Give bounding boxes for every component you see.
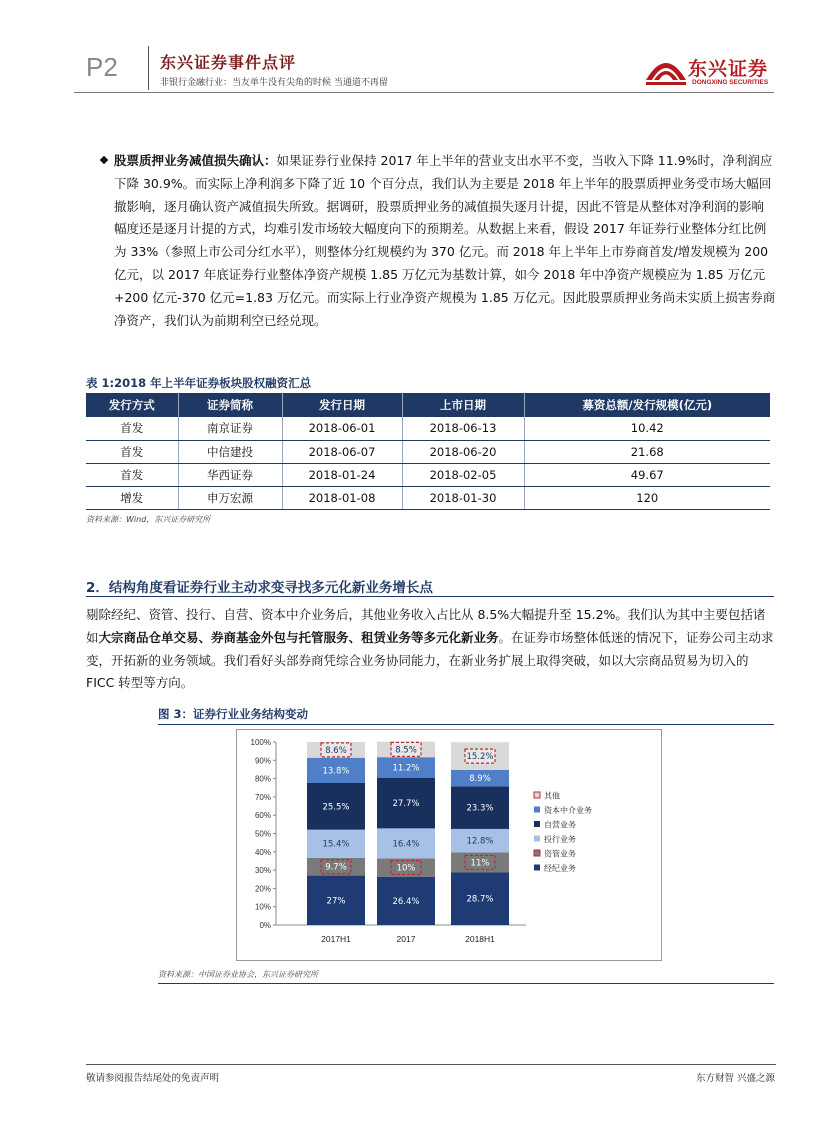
- figure-bottom-rule: [158, 983, 774, 984]
- footer-rule: [86, 1064, 776, 1065]
- table-header-cell: 发行日期: [282, 393, 402, 417]
- report-subtitle: 非银行金融行业：当友单牛没有尖角的时候 当通道不再留: [160, 78, 388, 88]
- data-label: 8.6%: [325, 745, 347, 756]
- equity-financing-table: [86, 393, 770, 510]
- legend-label: 投行业务: [544, 835, 576, 844]
- y-tick-label: 100%: [250, 738, 271, 747]
- x-tick-label: 2017: [396, 934, 416, 944]
- table-row: [86, 486, 770, 509]
- table-row: [86, 463, 770, 486]
- y-tick-label: 40%: [254, 847, 271, 857]
- page-header: [0, 0, 827, 100]
- table-cell: 2018-06-13: [402, 417, 524, 440]
- legend-swatch: [534, 821, 540, 827]
- y-tick-label: 30%: [254, 866, 271, 876]
- data-label: 27.7%: [392, 799, 420, 810]
- section-rule: [86, 596, 774, 597]
- data-label: 11%: [470, 858, 490, 869]
- legend-swatch: [534, 807, 540, 813]
- company-logo: [644, 50, 780, 92]
- paragraph-lead: 股票质押业务减值损失确认：: [114, 153, 277, 168]
- data-label: 10%: [396, 863, 416, 874]
- footer-disclaimer: 敬请参阅报告结尾处的免责声明: [86, 1073, 220, 1084]
- legend-swatch: [534, 850, 540, 856]
- table-cell: 21.68: [524, 440, 770, 463]
- table-header-cell: 证券简称: [178, 393, 282, 417]
- table-cell: 2018-06-01: [282, 417, 402, 440]
- table-cell: 首发: [86, 440, 178, 463]
- paragraph-emphasis: 大宗商品仓单交易、券商基金外包与托管服务、租赁业务等多元化新业务: [98, 629, 499, 645]
- data-label: 28.7%: [466, 894, 494, 905]
- header-rule: [74, 92, 774, 93]
- y-tick-label: 80%: [254, 774, 271, 784]
- data-label: 27%: [326, 896, 346, 907]
- table-cell: 首发: [86, 463, 178, 486]
- legend-label: 自营业务: [544, 820, 576, 830]
- y-tick-label: 60%: [254, 811, 271, 821]
- table-header-cell: 募资总额/发行规模(亿元): [524, 393, 770, 417]
- table-cell: 49.67: [524, 463, 770, 486]
- x-tick-label: 2018H1: [465, 934, 495, 944]
- legend-label: 资管业务: [544, 849, 576, 859]
- data-label: 8.5%: [395, 745, 417, 756]
- data-label: 8.9%: [469, 774, 491, 785]
- paragraph-body: 如果证券行业保持 2017 年上半年的营业支出水平不变，当收入下降 11.9%时，净利润应下降 30.9%。而实际上净利润多下降了近 10 个百分点，我们认为主要是 2018 年上半年的股票质押业务受市场大幅回撤影响，逐月确认资产减值损失所致。据调研，股票质押业务的减值损失逐月计提，因此不管是从整体对净利润的影响幅度还是逐月计提的方式，均难引发市场较大幅度向下的预期差。从数据上来看，假设 2017 年证券行业整体分红比例为 33%（参照上市公司分红水平），则整体分红规模约为 370 亿元。而 2018 年上半年上市券商首发/增发规模为 200 亿元，以 2017 年底证券行业整体净资产规模 1.85 万亿元为基数计算，如今 2018 年中净资产规模应为 1.85 万亿元+200 亿元-370 亿元=1.83 万亿元。而实际上行业净资产规模为 1.85 万亿元。因此股票质押业务尚未实质上损害券商净资产，我们认为前期利空已经兑现。: [114, 153, 776, 328]
- table-cell: 2018-06-20: [402, 440, 524, 463]
- logo-english: DONGXING SECURITIES: [692, 79, 769, 86]
- section-title: 2．结构角度看证券行业主动求变寻找多元化新业务增长点: [86, 580, 433, 596]
- data-label: 9.7%: [325, 862, 347, 873]
- business-structure-chart: [236, 729, 662, 961]
- data-label: 23.3%: [466, 803, 494, 814]
- table-cell: 首发: [86, 417, 178, 440]
- legend-label: 经纪业务: [544, 864, 576, 873]
- table-cell: 2018-01-08: [282, 486, 402, 509]
- figure-source-note: 资料来源：中国证券业协会，东兴证券研究所: [158, 970, 318, 979]
- table-cell: 2018-06-07: [282, 440, 402, 463]
- table-cell: 增发: [86, 486, 178, 509]
- table-cell: 中信建投: [178, 440, 282, 463]
- data-label: 25.5%: [322, 802, 350, 813]
- legend-swatch: [534, 836, 540, 842]
- data-label: 26.4%: [392, 896, 420, 907]
- header-divider: [148, 46, 149, 90]
- paragraph-body: 剔除经纪、资管、投行、自营、资本中介业务后，其他业务收入占比从 8.5%大幅提升至 15.2%。我们认为其中主要包括诸如: [86, 607, 766, 645]
- legend-label: 其他: [544, 791, 560, 801]
- table-cell: 2018-02-05: [402, 463, 524, 486]
- page-number: P2: [86, 52, 118, 82]
- table-title: 表 1:2018 年上半年证券板块股权融资汇总: [86, 376, 312, 390]
- y-tick-label: 90%: [254, 756, 271, 766]
- bullet-icon: [100, 156, 108, 164]
- paragraph-body: 。在证券市场整体低迷的情况下，证券公司主动求变，开拓新的业务领域。我们看好头部券商凭综合业务协同能力，在新业务扩展上取得突破，如以大宗商品贸易为切入的 FICC 转型等方向。: [86, 629, 774, 691]
- table-header-cell: 发行方式: [86, 393, 178, 417]
- y-tick-label: 10%: [254, 902, 271, 912]
- table-row: [86, 417, 770, 440]
- data-label: 15.4%: [322, 839, 350, 850]
- table-cell: 2018-01-24: [282, 463, 402, 486]
- y-tick-label: 0%: [259, 921, 271, 930]
- table-header-cell: 上市日期: [402, 393, 524, 417]
- data-label: 11.2%: [392, 763, 420, 774]
- report-title: 东兴证券事件点评: [160, 53, 297, 72]
- data-label: 16.4%: [392, 839, 420, 850]
- logo-text: 东兴证券: [688, 58, 769, 80]
- figure-title-rule: [158, 724, 774, 725]
- x-tick-label: 2017H1: [321, 934, 351, 944]
- data-label: 12.8%: [466, 836, 494, 847]
- table-cell: 2018-01-30: [402, 486, 524, 509]
- table-cell: 申万宏源: [178, 486, 282, 509]
- footer-slogan: 东方财智 兴盛之源: [695, 1073, 775, 1084]
- legend-label: 资本中介业务: [544, 806, 592, 815]
- table-cell: 华西证券: [178, 463, 282, 486]
- table-row: [86, 440, 770, 463]
- table-header-row: [86, 393, 770, 417]
- table-cell: 南京证券: [178, 417, 282, 440]
- table-cell: 10.42: [524, 417, 770, 440]
- paragraph-pledge-impairment: [114, 150, 776, 332]
- table-cell: 120: [524, 486, 770, 509]
- legend-swatch: [534, 792, 540, 798]
- legend-swatch: [534, 865, 540, 871]
- figure-title: 图 3：证券行业业务结构变动: [158, 707, 309, 721]
- data-label: 13.8%: [322, 766, 350, 777]
- data-label: 15.2%: [466, 752, 494, 763]
- paragraph-new-business: [86, 604, 776, 695]
- y-tick-label: 50%: [254, 829, 271, 839]
- table-source-note: 资料来源：Wind，东兴证券研究所: [86, 515, 211, 524]
- y-tick-label: 70%: [254, 792, 271, 802]
- logo-emblem-icon: [644, 50, 688, 90]
- y-tick-label: 20%: [254, 884, 271, 894]
